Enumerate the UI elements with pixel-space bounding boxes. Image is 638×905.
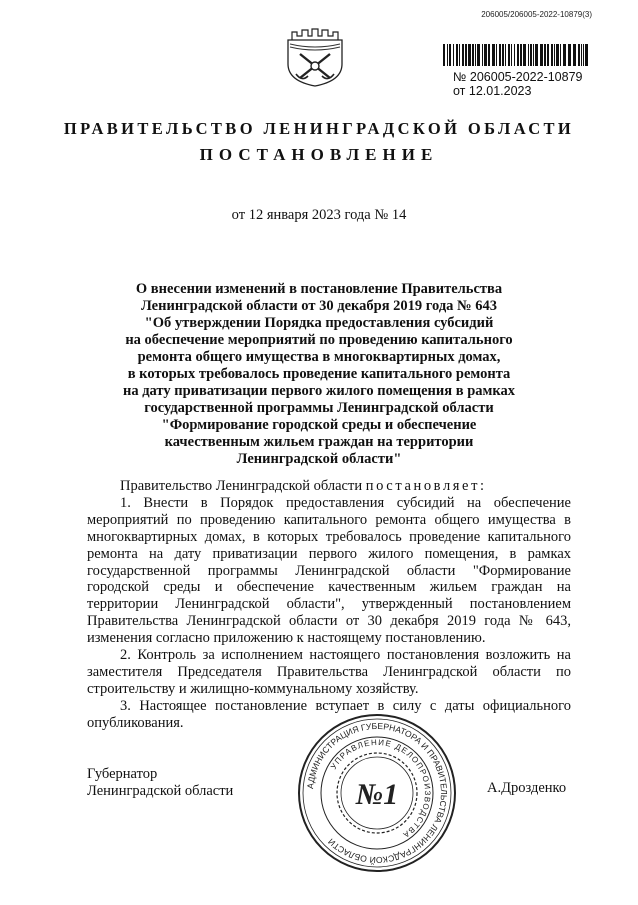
registration-date: от 12.01.2023 xyxy=(453,84,532,98)
barcode xyxy=(443,44,588,66)
title-line: Ленинградской области от 30 декабря 2019 года № 643 xyxy=(140,298,498,314)
document-body xyxy=(87,478,571,732)
coat-of-arms-emblem xyxy=(282,26,348,88)
title-line: государственной программы Ленинградской области xyxy=(144,400,494,416)
title-line: ремонта общего имущества в многоквартирных домах, xyxy=(137,349,501,365)
signatory-post-line: Губернатор xyxy=(87,766,158,782)
government-name: ПРАВИТЕЛЬСТВО ЛЕНИНГРАДСКОЙ ОБЛАСТИ xyxy=(63,119,575,138)
document-code: 206005/206005-2022-10879(3) xyxy=(481,10,592,19)
seal-ring-text: АДМИНИСТРАЦИЯ ГУБЕРНАТОРА И ПРАВИТЕЛЬСТВА ЛЕНИНГРАДСКОЙ ОБЛАСТИ xyxy=(305,720,450,866)
document-title xyxy=(100,281,538,468)
title-line: на обеспечение мероприятий по проведению капитального xyxy=(125,332,513,348)
signatory-post xyxy=(87,766,233,800)
signatory-post-line: Ленинградской области xyxy=(87,783,234,799)
seal-number: №1 xyxy=(355,778,399,811)
document-date-number: от 12 января 2023 года № 14 xyxy=(231,207,407,223)
clause-1: 1. Внести в Порядок предоставления субсидий на обеспечение мероприятий по проведению капитального ремонта общего имущества в многоквартирных домах, в которых требовалось проведение капитального ремонта на дату приватизации первого жилого помещения, в рамках государственной программы Ленинградской области "Формирование городской среды и обеспечение качественным жильем граждан на территории Ленинградской области", утвержденный постановлением Правительства Ленинградской области от 30 декабря 2019 года № 643, изменения согласно приложению к настоящему постановлению. xyxy=(87,494,571,647)
preamble-verb: постановляет: xyxy=(365,478,487,494)
title-line: Ленинградской области" xyxy=(236,451,402,467)
preamble-subject: Правительство Ленинградской области xyxy=(120,478,363,494)
preamble xyxy=(87,478,571,495)
title-line: О внесении изменений в постановление Правительства xyxy=(135,281,503,297)
document-type: ПОСТАНОВЛЕНИЕ xyxy=(199,145,439,164)
title-line: качественным жильем граждан на территории xyxy=(164,434,474,450)
clause-2: 2. Контроль за исполнением настоящего постановления возложить на заместителя Председателя Правительства Ленинградской области по строительству и жилищно-коммунальному хозяйству. xyxy=(87,647,571,697)
title-line: в которых требовалось проведение капитального ремонта xyxy=(127,366,511,382)
seal-inner-text: УПРАВЛЕНИЕ ДЕЛОПРОИЗВОДСТВА xyxy=(328,737,433,840)
title-line: на дату приватизации первого жилого помещения в рамках xyxy=(122,383,516,399)
registration-number: № 206005-2022-10879 xyxy=(453,70,583,84)
clause-3: 3. Настоящее постановление вступает в силу с даты официального опубликования. xyxy=(87,697,571,731)
signatory-name: А.Дрозденко xyxy=(487,780,567,796)
official-seal xyxy=(296,712,458,874)
title-line: "Об утверждении Порядка предоставления субсидий xyxy=(144,315,494,331)
title-line: "Формирование городской среды и обеспечение xyxy=(161,417,477,433)
